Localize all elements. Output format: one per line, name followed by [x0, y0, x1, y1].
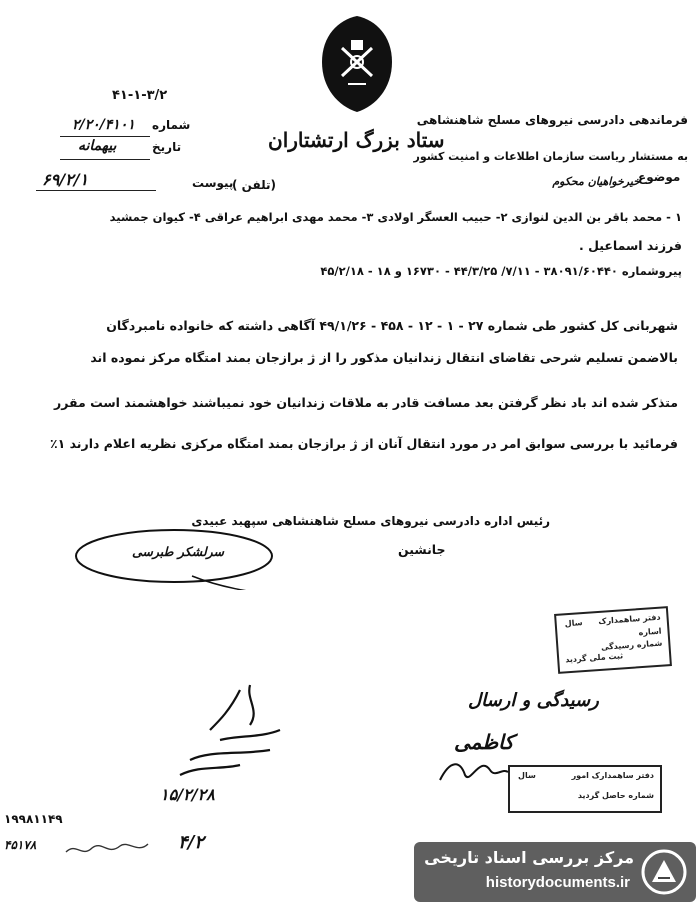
reference-line: پیروشماره ۳۸۰۹۱/۶۰۴۴۰ - ۷/۱۱/ ۴۴/۳/۲۵ - ۱۶۷۳۰ و ۱۸ - ۴۵/۲/۱۸	[320, 264, 682, 278]
enclosure-label: پیوست	[192, 176, 234, 190]
date-label: تاریخ	[152, 140, 182, 154]
number-value: ۲/۲۰/۴۱۰۱	[72, 117, 135, 133]
phone-label: (تلفن )	[232, 178, 276, 192]
names-line-2: فرزند اسماعیل .	[579, 238, 682, 253]
header-line-2: به مستشار ریاست سازمان اطلاعات و امنیت کشور	[413, 150, 688, 163]
stamp1-line-1: دفتر ساهمدارک	[598, 612, 661, 626]
subject-value: خیرخواهیان محکوم	[552, 175, 640, 188]
left-id-number-2: ۴۵۱۷۸	[4, 838, 37, 852]
handwritten-note-bottom-left: ۴/۲	[178, 832, 204, 853]
enclosure-value: ۶۹/۲/۱	[42, 170, 89, 189]
handwritten-note-right: رسیدگی و ارسال	[468, 690, 599, 711]
stamp2-line-2: سال	[518, 771, 536, 780]
stamp1-line-2: سال	[564, 618, 583, 629]
stamp1-line-3: اساره	[638, 626, 662, 638]
header-line-1: فرماندهی دادرسی نیروهای مسلح شاهنشاهی	[416, 113, 688, 127]
file-code: ۴۱-۱-۳/۲	[112, 88, 168, 103]
paragraph-line-1: شهربانی کل کشور طی شماره ۲۷ - ۱ - ۱۲ - ۴۵۸ - ۴۹/۱/۲۶ آگاهی داشته که خانواده نامبردگان	[106, 318, 678, 333]
left-id-number: ۱۹۹۸۱۱۴۹	[4, 812, 63, 826]
handwritten-note-right-sign: کاظمی	[454, 730, 514, 754]
paragraph-line-2: بالاضمن تسلیم شرحی تقاضای انتقال زندانیان مذکور را از ژ برازجان بمند امتگاه مرکز نموده اند	[90, 350, 678, 365]
number-label: شماره	[152, 118, 191, 132]
circled-signature-text: سرلشکر طبرسی	[132, 544, 224, 559]
names-line-1: ۱ - محمد باقر بن الدین لنوازی ۲- حبیب العسگر اولادی ۳- محمد مهدی ابراهیم عراقی ۴- کیوان جمشید	[109, 210, 682, 224]
registry-stamp	[554, 606, 672, 674]
paragraph-line-4: فرمائید با بررسی سوابق امر در مورد انتقال آنان از ژ برازجان بمند امتگاه مرکزی نظریه اعلام دارند ۱٪	[49, 436, 678, 451]
army-emblem	[318, 14, 396, 114]
secret-word: بیهمانه	[78, 138, 117, 154]
archive-stamp	[508, 765, 662, 813]
stamp1-line-5: ثبت ملی گردید	[564, 651, 624, 665]
watermark-logo-icon	[640, 848, 688, 896]
signature-line-2: جانشین	[398, 542, 446, 557]
subject-label: موضوع	[638, 170, 681, 184]
watermark-text-fa: مرکز بررسی اسناد تاریخی	[424, 848, 634, 867]
emblem-icon	[318, 14, 396, 114]
watermark-text-en: historydocuments.ir	[485, 874, 630, 891]
handwritten-note-left-number: ۱۵/۲/۲۸	[160, 785, 215, 804]
stamp2-line-1: دفتر ساهمدارک امور	[571, 771, 654, 780]
circled-signature	[72, 526, 282, 590]
stamp2-line-3: شماره حاصل گردید	[577, 791, 654, 800]
handwritten-scribble-right	[430, 750, 510, 790]
signature-line-1: رئیس اداره دادرسی نیروهای مسلح شاهنشاهی سپهبد عبیدی	[191, 514, 550, 528]
handwritten-signature-left	[150, 680, 310, 780]
stamp1-line-4: شماره رسیدگی	[600, 638, 663, 652]
watermark	[414, 842, 696, 902]
left-scribble	[62, 834, 152, 864]
paragraph-line-3: متذکر شده اند باد نظر گرفتن بعد مسافت قادر به ملاقات زندانیان خود نمیباشند خواهشمند است مقرر	[54, 395, 678, 410]
page-title: ستاد بزرگ ارتشتاران	[268, 128, 445, 152]
